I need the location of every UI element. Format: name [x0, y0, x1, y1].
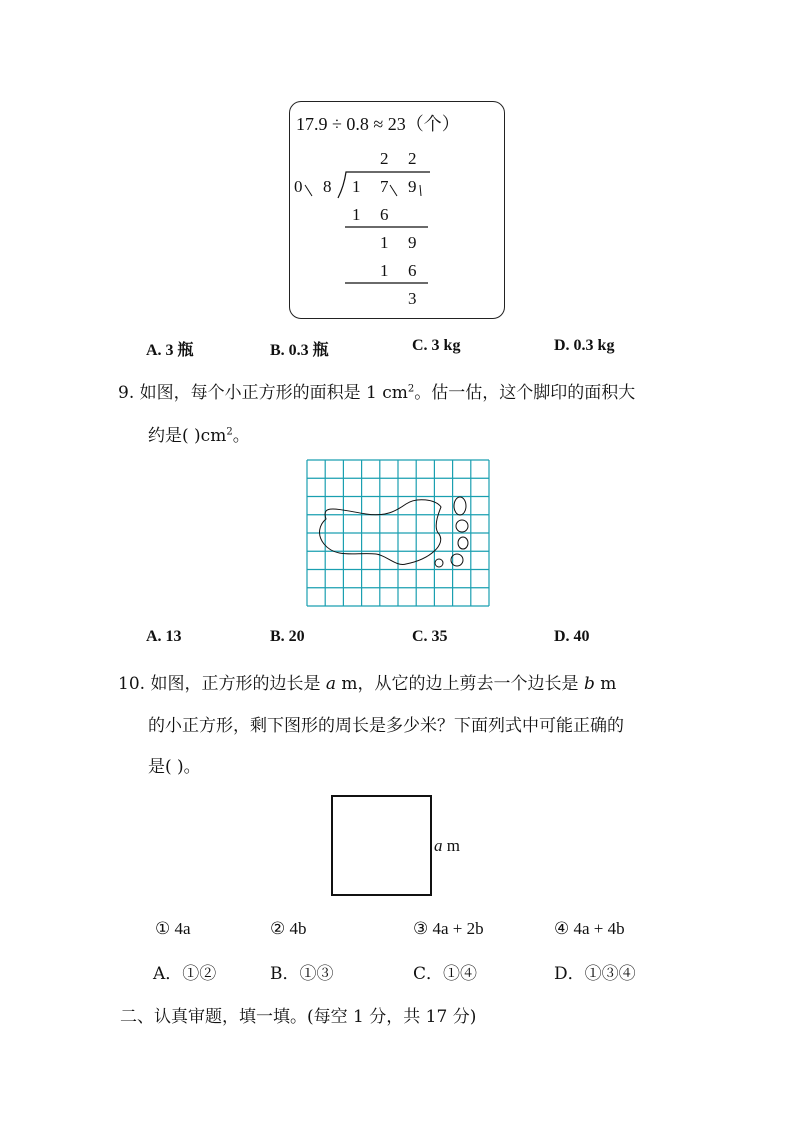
- q8-option-d[interactable]: D. 0.3 kg: [554, 337, 615, 354]
- q9-text-line1: [118, 378, 635, 403]
- q9-option-d[interactable]: D. 40: [554, 628, 590, 645]
- step-digit: 1: [380, 261, 389, 280]
- q8-option-b[interactable]: B. 0.3 瓶: [270, 342, 329, 359]
- q9-text-line2: [148, 421, 250, 446]
- quotient-digit: 2: [408, 149, 417, 168]
- q10-line1-b: m，从它的边上剪去一个边长是: [341, 674, 579, 694]
- side-var: a: [434, 836, 443, 855]
- square-figure: [331, 795, 432, 896]
- q10-choice-4: ④ 4a + 4b: [554, 919, 625, 938]
- dividend-digit: 7: [380, 177, 389, 196]
- q10-var-a: a: [325, 674, 336, 694]
- toe-5: [435, 559, 443, 567]
- q9-option-b[interactable]: B. 20: [270, 628, 305, 645]
- q10-option-d[interactable]: D．①③④: [554, 964, 636, 984]
- q9-line1-a: 如图，每个小正方形的面积是 1 cm: [139, 383, 408, 403]
- q10-number: 10.: [118, 674, 146, 694]
- q10-option-b[interactable]: B．①③: [270, 964, 334, 984]
- q10-line1-a: 如图，正方形的边长是: [150, 674, 321, 694]
- q9-option-a[interactable]: A. 13: [146, 628, 182, 645]
- q10-choice-2: ② 4b: [270, 919, 307, 938]
- step-digit: 6: [408, 261, 417, 280]
- q8-option-c[interactable]: C. 3 kg: [412, 337, 461, 354]
- q9-line2-b: 。: [232, 426, 250, 446]
- quotient-digit: 2: [380, 149, 389, 168]
- divisor-digit: 8: [323, 177, 332, 196]
- q9-line1-b: 。估一估，这个脚印的面积大: [414, 383, 636, 403]
- q10-choice-1: ① 4a: [155, 919, 191, 938]
- step-digit: 6: [380, 205, 389, 224]
- toe-1: [454, 497, 466, 515]
- step-digit: 3: [408, 289, 417, 308]
- dividend-digit: 1: [352, 177, 361, 196]
- q9-sup2: 2: [226, 426, 233, 438]
- toe-2: [456, 520, 468, 532]
- division-lines: [290, 168, 440, 308]
- q10-option-a[interactable]: A．①②: [153, 964, 217, 984]
- section-2-heading: 二、认真审题，填一填。(每空 1 分，共 17 分): [120, 1007, 477, 1027]
- step-digit: 1: [352, 205, 361, 224]
- q10-text-line1: [118, 669, 616, 694]
- q9-line2-a: 约是( )cm: [148, 426, 227, 446]
- square-side-label: [434, 836, 460, 856]
- step-digit: 1: [380, 233, 389, 252]
- toe-3: [458, 537, 468, 549]
- q10-var-b: b: [583, 674, 595, 694]
- q9-option-c[interactable]: C. 35: [412, 628, 448, 645]
- divisor-digit: 0: [294, 177, 303, 196]
- q10-choice-3: ③ 4a + 2b: [413, 919, 484, 938]
- q8-option-a[interactable]: A. 3 瓶: [146, 342, 194, 359]
- footprint-grid: [306, 459, 490, 607]
- division-equation: 17.9 ÷ 0.8 ≈ 23（个）: [296, 114, 460, 134]
- q10-text-line3: 是( )。: [148, 757, 201, 777]
- q9-number: 9.: [118, 383, 135, 403]
- q9-sup: 2: [407, 383, 415, 395]
- q10-line1-c: m: [600, 674, 617, 694]
- q10-text-line2: 的小正方形，剩下图形的周长是多少米？下面列式中可能正确的: [148, 716, 624, 736]
- q10-option-c[interactable]: C．①④: [413, 964, 478, 984]
- step-digit: 9: [408, 233, 417, 252]
- side-unit: m: [446, 836, 460, 855]
- dividend-digit: 9: [408, 177, 417, 196]
